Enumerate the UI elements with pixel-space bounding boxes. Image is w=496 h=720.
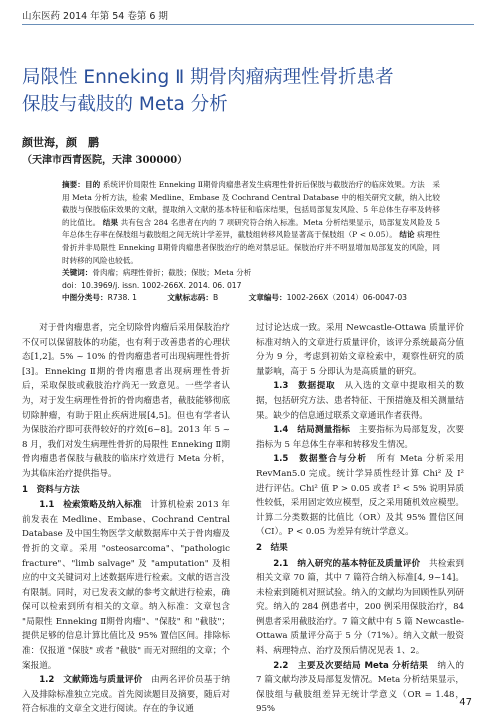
affiliation: （天津市西青医院，天津 300000） bbox=[22, 155, 188, 166]
page-number: 47 bbox=[459, 697, 472, 708]
doc-code-label: 文献标志码： bbox=[167, 293, 213, 303]
section-2-heading: 2 结果 bbox=[256, 542, 288, 553]
intro-paragraph: 对于骨肉瘤患者，完全切除骨肉瘤后采用保肢治疗不仅可以保留肢体的功能，也有利于改善患者的心理状态[1,2]。5% ~ 10% 的骨肉瘤患者可出现病理性骨折[3]。Enneking Ⅱ期的骨肉瘤患者出现病理性骨折后，采取保肢或截肢治疗尚无一致意见。一些学者认为，对于发生病理性骨折的骨肉瘤患者，截肢能够彻底切除肿瘤，有助于阻止疾病进展[4,5]。但也有学者认为保肢治疗即可获得较好的疗效[6~8]。2013 年 5 ~ 8 月，我们对发生病理性骨折的局限性 Enneking Ⅱ期骨肉瘤患者保肢与截肢的临床疗效进行 Meta 分析，为其临床治疗提供指导。 bbox=[22, 323, 230, 479]
section-2-1-heading: 2.1 纳入研究的基本特征及质量评价 bbox=[273, 558, 421, 569]
section-1-1-text: 计算机检索 2013 年前发表在 Medline、Embase、Cochrand Central Database 及中国生物医学文献数据库中关于骨肉瘤及骨折的文章。采用 "osteosarcoma"、"pathologic fracture"、"limb salvage" 及 "amputation" 及相应的中文关键词对上述数据库进行检索。文献的语言没有限制。同时，对已发表文献的参考文献进行检索，确保可以检索到所有相关的文章。纳入标准：文章包含 "局限性 Enneking Ⅱ期骨肉瘤"、"保肢" 和 "截肢"；提供足够的信息计算比值比及 95% 置信区间。排除标准：仅报道 "保肢" 或者 "截肢" 而无对照组的文章；个案报道。 bbox=[22, 500, 230, 671]
section-2-1-text: 共检索到相关文章 70 篇，其中 7 篇符合纳入标准[4, 9~14]。未检索到随机对照试验。纳入的文献均为回顾性队列研究。纳入的 284 例患者中，200 例采用保肢治疗，84 例患者采用截肢治疗。7 篇文献中有 5 篇 Newcastle-Ottawa 质量评分高于 5 分（71%）。纳入文献一般资料、病理特点、治疗及预后情况见表 1、2。 bbox=[256, 558, 464, 657]
section-1-2-continued: 过讨论达成一致。采用 Newcastle-Ottawa 质量评价标准对纳入的文章进行质量评价，该评分系统最高分值分为 9 分，考虑到初始文章检索中，观察性研究的质量影响，高于 5 分即认为是高质量的研究。 bbox=[256, 323, 464, 377]
abstract-label: 摘要：目的 bbox=[62, 180, 101, 189]
doc-code-value: B bbox=[212, 293, 219, 303]
journal-header: 山东医药 2014 年第 54 卷第 6 期 bbox=[22, 11, 168, 22]
results-label: 结果 bbox=[102, 217, 119, 227]
article-title bbox=[22, 64, 462, 118]
section-2-2-heading: 2.2 主要及次要结局 Meta 分析结果 bbox=[273, 660, 429, 671]
section-2-2 bbox=[256, 659, 464, 717]
section-1-1 bbox=[22, 498, 230, 673]
section-1-5-text: 所有 Meta 分析采用 RevMan5.0 完成。统计学异质性经计算 Chi² 及 I² 进行评估。Chi² 值 P > 0.05 或者 I² < 5% 说明异质性较低，采用固定效应模型，反之采用随机效应模型。计算二分类数据的比值比（OR）及其 95% 置信区间（CI）。P < 0.05 为差异有统计学意义。 bbox=[256, 454, 464, 538]
article-id-label: 文章编号： bbox=[248, 293, 287, 303]
keywords bbox=[62, 267, 440, 280]
keywords-label: 关键词： bbox=[62, 268, 93, 278]
section-1-2 bbox=[22, 673, 230, 717]
article-id-value: 1002-266X（2014）06-0047-03 bbox=[286, 293, 407, 303]
right-column bbox=[256, 321, 464, 717]
doi[interactable]: doi：10.3969/j. issn. 1002-266X. 2014. 06. 017 bbox=[62, 280, 242, 290]
authors: 颜世海，颜 鹏 bbox=[22, 136, 99, 149]
section-1-2-text: 由两名评价员基于纳入及排除标准独立完成。首先阅读题目及摘要，随后对符合标准的文章全文进行阅读。存在的争议通 bbox=[22, 675, 230, 715]
section-1-1-heading: 1.1 检索策略及纳入标准 bbox=[39, 500, 142, 511]
section-1-3-text: 从入选的文章中提取相关的数据，包括研究方法、患者特征、干预措施及相关测量结果。缺少的信息通过联系文章通讯作者获得。 bbox=[256, 381, 464, 421]
abstract-block bbox=[62, 179, 440, 305]
clc-label: 中图分类号： bbox=[62, 293, 108, 303]
section-1-2-heading: 1.2 文献筛选与质量评价 bbox=[39, 675, 143, 686]
abstract-text: 系统评价局限性 Enneking Ⅱ期骨肉瘤患者发生病理性骨折后保肢与截肢治疗的临床效果。方法 采用 Meta 分析方法，检索 Medline、Embase 及 Cochrand Central Database 中的相关研究文献，纳入比较截肢与保肢临床效果的文献，提取纳入文献的基本特征和临床结果，包括局部复发风险、5 年总体生存率及转移的比值比。 bbox=[62, 180, 440, 227]
section-1-5-heading: 1.5 数据整合与分析 bbox=[273, 454, 368, 465]
section-1-3 bbox=[256, 379, 464, 423]
results-text: 共有包含 284 名患者在内的 7 项研究符合纳入标准。Meta 分析结果显示，局部复发风险及 5 年总体生存率在保肢组与截肢组之间无统计学差异，截肢组转移风险显著高于保肢组（P < 0.05）。 bbox=[62, 217, 440, 240]
section-1-4-text: 主要指标为局部复发，次要指标为 5 年总体生存率和转移发生情况。 bbox=[256, 425, 464, 450]
classification-line bbox=[62, 292, 440, 305]
header-rule bbox=[22, 24, 474, 25]
section-1-4 bbox=[256, 423, 464, 452]
section-1-4-heading: 1.4 结局测量指标 bbox=[273, 425, 351, 436]
section-2-2-text: 纳入的 7 篇文献均涉及局部复发情况。Meta 分析结果显示，保肢组与截肢组差异无统计学意义（OR = 1.48，95% bbox=[256, 660, 464, 715]
title-line-1: 局限性 Enneking Ⅱ 期骨肉瘤病理性骨折患者 bbox=[22, 67, 394, 88]
section-1-3-heading: 1.3 数据提取 bbox=[273, 381, 336, 392]
conclusion-text: 病理性骨折并非局限性 Enneking Ⅱ期骨肉瘤患者保肢治疗的绝对禁忌证。保肢治疗并不明显增加局部复发的风险，同时转移的风险也较低。 bbox=[62, 230, 441, 265]
clc-value: R738. 1 bbox=[107, 293, 137, 303]
left-column bbox=[22, 321, 230, 717]
conclusion-label: 结论 bbox=[399, 230, 415, 240]
title-line-2: 保肢与截肢的 Meta 分析 bbox=[22, 94, 228, 115]
abstract bbox=[62, 179, 440, 267]
section-1-heading: 1 资料与方法 bbox=[22, 484, 80, 495]
keywords-text: 骨肉瘤；病理性骨折；截肢；保肢；Meta 分析 bbox=[92, 268, 252, 278]
section-1-5 bbox=[256, 452, 464, 540]
section-2-1 bbox=[256, 557, 464, 659]
